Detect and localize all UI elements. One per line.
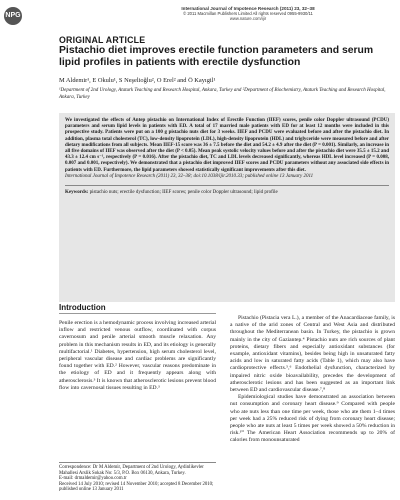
manuscript-dates: Received 14 July 2010; revised 14 November 2010; accepted 8 December 2010; published online 13 January 2011 — [59, 481, 214, 493]
section-heading-introduction: Introduction — [59, 303, 106, 312]
journal-info — [148, 6, 348, 22]
journal-citation-line: International Journal of Impotence Research (2011) 23, 32–38 — [181, 6, 315, 11]
correspondence-address: Correspondence: Dr M Aldemir, Department of 2nd Urology, Aydinlikevler Mahallesi Arslik Sokak No: 5/3, P.O. Box 06130, Ankara, Turkey. — [59, 465, 204, 476]
intro-paragraph-epidemiology: Epidemiological studies have demonstrated an association between nut consumption and coronary heart disease.⁹ Compared with people who ate nuts less than one time per week, those who ate them 1–4 times per week had a 25% reduced risk of dying from coronary heart disease; people who ate nuts at least 5 times per week showed a 50% reduction in risk.¹⁰ The American Heart Association recommends up to 20% of calories from monounsaturated — [230, 394, 395, 444]
keywords-list: pistachio nuts; erectile dysfunction; IIEF scores; penile color Doppler ultrasound; lipid profile — [89, 190, 278, 196]
author-list: M Aldemir¹, E Okulu¹, S Neşelioğlu², O Erel² and Ö Kayıgil¹ — [59, 77, 216, 84]
correspondence-box — [59, 462, 216, 493]
article-title: Pistachio diet improves erectile function parameters and serum lipid profiles in patients with erectile dysfunction — [59, 45, 374, 69]
journal-url[interactable]: www.nature.com/ijir — [229, 16, 267, 22]
copyright-line: © 2011 Macmillan Publishers Limited All rights reserved 0955-9930/11 — [183, 11, 313, 17]
keywords-label: Keywords: — [65, 190, 89, 196]
affiliations: ¹Department of 2nd Urology, Ataturk Teaching and Research Hospital, Ankara, Turkey and ²Department of Biochemistry, Ataturk Teaching and Research Hospital, Ankara, Turkey — [59, 88, 386, 100]
intro-paragraph-1: Penile erection is a hemodynamic process involving increased arterial inflow and restricted venous outflow, coordinated with corpus cavernosum and penile arterial smooth muscle relaxation. Any problem in this mechanism results in ED, and its etiology is generally multifactorial.¹ Diabetes, hypertension, high serum cholesterol level, peripheral vascular disease and cardiac problems are significantly found together with ED.² However, vascular reasons predominate in the etiology of ED and it frequently appears along with atherosclerosis.³ It is known that atherosclerotic lesions prevent blood flow into cavernosal tissues resulting in ED.³ — [59, 320, 216, 391]
publisher-logo: NPG — [4, 7, 22, 25]
article-type: ORIGINAL ARTICLE — [59, 35, 146, 45]
column-right — [230, 315, 395, 445]
citation-line: International Journal of Impotence Research (2011) 23, 32–38; doi:10.1038/ijir.2010.33; published online 13 January 2011 — [65, 173, 314, 179]
keywords-line — [65, 185, 389, 196]
journal-header — [0, 4, 400, 34]
section-rule-left — [59, 313, 216, 314]
abstract-text: We investigated the effects of Antep pistachio on International Index of Erectile Function (IIEF) scores, penile color Doppler ultrasound (PCDU) parameters and serum lipid levels in patients with ED. A total of 17 married male patients with ED for at least 12 months were included in this prospective study. Patients were put on a 100 g pistachio nuts diet for 3 weeks. IIEF and PCDU were evaluated before and after the pistachio diet. In addition, plasma total cholesterol (TC), low-density lipoprotein (LDL), high-density lipoprotein (HDL) and triglyceride were measured before and after dietary modifications from all subjects. Mean IIEF-15 score was 36 ± 7.5 before the diet and 54.2 ± 4.9 after the diet (P = 0.001). Similarly, an increase in all five domains of IIEF was observed after the diet (P < 0.05). Mean peak systolic velocity values before and after the pistachio diet were 35.5 ± 15.2 and 43.3 ± 12.4 cm s⁻¹, respectively (P = 0.016). After the pistachio diet, TC and LDL levels decreased significantly, whereas HDL level increased (P = 0.008, 0.007 and 0.001, respectively). We demonstrated that a pistachio diet improved IIEF scores and PCDU parameters without any associated side effects in patients with ED. Furthermore, the lipid parameters showed statistically significant improvements after this diet. — [65, 118, 389, 173]
column-left — [59, 320, 216, 392]
correspondence-email[interactable]: E-mail: drmaldemir@yahoo.com.tr — [59, 476, 127, 482]
intro-paragraph-pistachio: Pistachio (Pistacia vera L.), a member of the Anacardiaceae family, is a native of the arid zones of Central and West Asia and distributed throughout the Mediterranean basin. In Turkey, the pistachio is grown mainly in the city of Gaziantep.⁴ Pistachio nuts are rich sources of plant proteins, dietary fibers and especially antioxidant substances (for example, antioxidant vitamins), besides being high in unsaturated fatty acids and low in saturated fatty acids (Table 1), which may also have cardioprotective effects.⁵,⁶ Endothelial dysfunction, characterized by impaired nitric oxide bioavailability, precedes the development of atherosclerotic lesions and has been suggested as an important link between ED and cardiovascular disease.⁷,⁸ — [230, 315, 395, 394]
abstract-box — [59, 113, 395, 302]
